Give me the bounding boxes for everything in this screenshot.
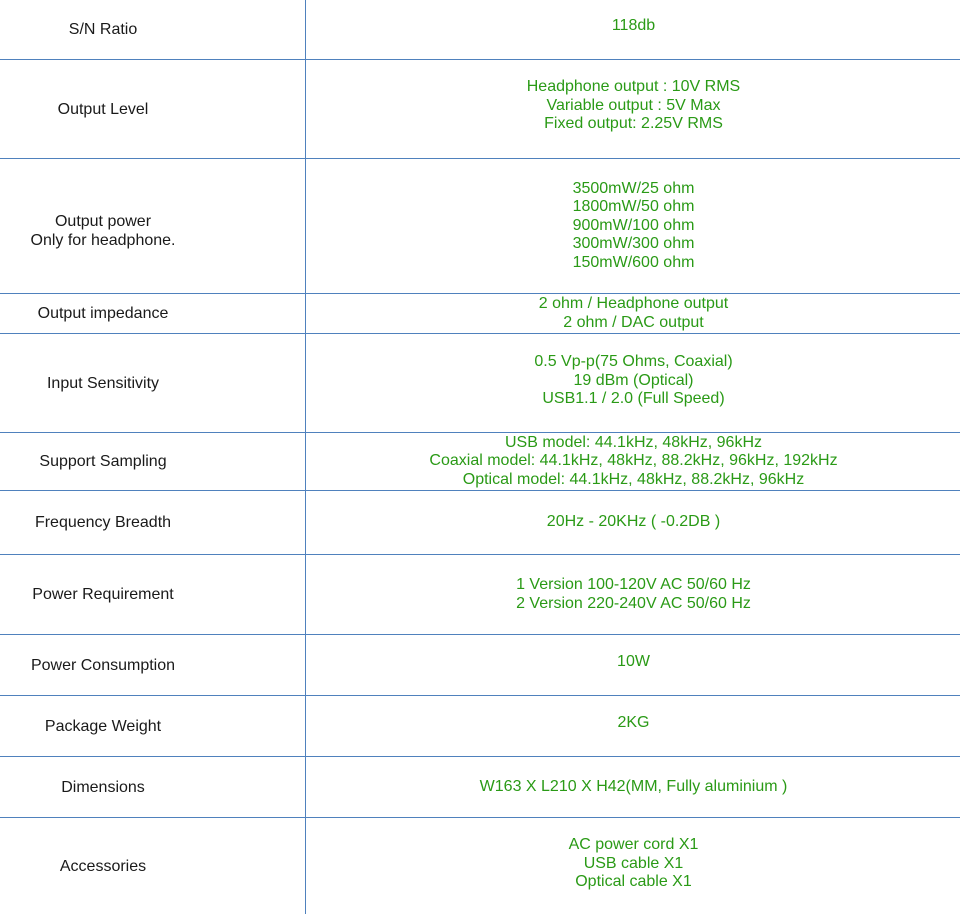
spec-value: 0.5 Vp-p(75 Ohms, Coaxial) 19 dBm (Optical) USB1.1 / 2.0 (Full Speed)	[534, 353, 733, 408]
spec-value: 118db	[611, 17, 656, 35]
spec-row-support-sampling	[0, 433, 960, 491]
spec-row-package-weight	[0, 696, 960, 757]
spec-label: Package Weight	[44, 717, 162, 735]
column-divider	[305, 0, 306, 914]
spec-value: W163 X L210 X H42(MM, Fully aluminium )	[479, 777, 788, 795]
spec-value: AC power cord X1 USB cable X1 Optical cable X1	[568, 836, 699, 891]
spec-label: Support Sampling	[39, 453, 167, 470]
spec-value: 20Hz - 20KHz ( -0.2DB )	[546, 513, 721, 531]
spec-row-power-consumption	[0, 635, 960, 696]
spec-label: Power Requirement	[32, 586, 174, 603]
spec-value: 2KG	[617, 713, 650, 731]
spec-value: Headphone output : 10V RMS Variable output : 5V Max Fixed output: 2.25V RMS	[526, 78, 741, 133]
spec-row-output-impedance	[0, 294, 960, 334]
spec-label: Output Level	[57, 100, 149, 118]
spec-value: 3500mW/25 ohm 1800mW/50 ohm 900mW/100 ohm 300mW/300 ohm 150mW/600 ohm	[572, 179, 695, 271]
spec-row-output-power	[0, 159, 960, 294]
spec-label: Dimensions	[61, 778, 145, 796]
spec-value: 2 ohm / Headphone output 2 ohm / DAC output	[538, 295, 729, 331]
spec-row-sn-ratio	[0, 0, 960, 60]
spec-value: USB model: 44.1kHz, 48kHz, 96kHz Coaxial model: 44.1kHz, 48kHz, 88.2kHz, 96kHz, 192kHz Optical model: 44.1kHz, 48kHz, 88.2kHz, 96kHz	[429, 433, 838, 488]
spec-label: Output impedance	[37, 305, 169, 322]
spec-value: 1 Version 100-120V AC 50/60 Hz 2 Version 220-240V AC 50/60 Hz	[516, 576, 751, 612]
spec-row-dimensions	[0, 757, 960, 818]
spec-label: Frequency Breadth	[34, 514, 172, 531]
spec-label: Input Sensitivity	[46, 374, 160, 392]
spec-label: Power Consumption	[30, 656, 176, 674]
spec-label: Accessories	[59, 857, 147, 875]
spec-label: Output power Only for headphone.	[30, 213, 176, 249]
spec-label: S/N Ratio	[68, 21, 138, 38]
spec-row-output-level	[0, 60, 960, 159]
spec-row-power-requirement	[0, 555, 960, 635]
spec-value: 10W	[617, 652, 650, 670]
spec-row-accessories	[0, 818, 960, 914]
spec-row-input-sensitivity	[0, 334, 960, 433]
spec-row-frequency-breadth	[0, 491, 960, 555]
